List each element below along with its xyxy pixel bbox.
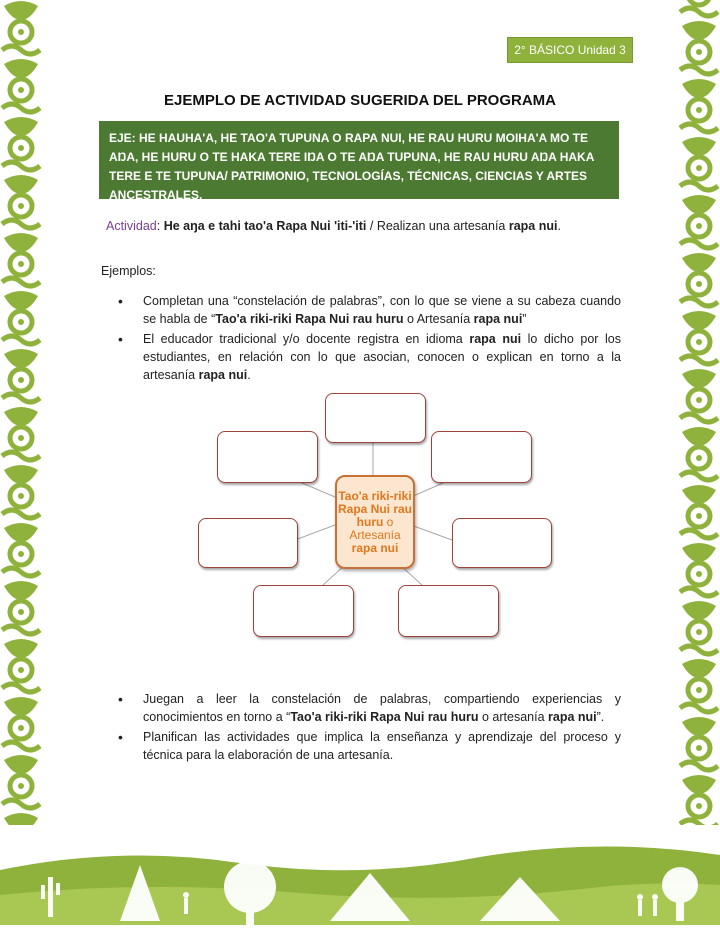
activity-colon: : xyxy=(156,219,164,233)
center-bold2: rapa nui xyxy=(351,540,399,555)
word-box-lower-left[interactable] xyxy=(253,585,354,637)
word-box-middle-right[interactable] xyxy=(452,518,552,568)
activity-separator: / Realizan una artesanía xyxy=(366,219,509,233)
examples-list-top xyxy=(118,292,621,386)
eje-text: EJE: HE HAUHA'A, HE TAO'A TUPUNA O RAPA NUI, HE RAU HURU MOIHA'A MO TE AŊA, HE HURU O TE HAKA TERE IŊA O TE AŊA TUPUNA, HE RAU HURU AŊA HAKA TERE E TE TUPUNA/ PATRIMONIO, TECNOLOGÍAS, TÉCNICAS, CIENCIAS Y ARTES ANCESTRALES. xyxy=(109,131,594,202)
activity-title: He aŋa e tahi tao'a Rapa Nui 'iti-'iti xyxy=(163,219,367,233)
list-item: • El educador tradicional y/o docente registra en idioma rapa nui lo dicho por los estudiantes, en relación con lo que asocian, conocen o explican en torno a la artesanía rapa nui. xyxy=(118,330,621,384)
page-title: EJEMPLO DE ACTIVIDAD SUGERIDA DEL PROGRAMA xyxy=(164,92,556,109)
footer-landscape-illustration xyxy=(0,825,720,932)
word-box-upper-right[interactable] xyxy=(431,431,532,483)
activity-end: . xyxy=(557,219,561,233)
activity-rapanui: rapa nui xyxy=(508,219,558,233)
center-concept: Tao'a riki-riki Rapa Nui rau huru o Artesanía rapa nui xyxy=(335,475,415,569)
list-item: • Juegan a leer la constelación de palabras, compartiendo experiencias y conocimientos en torno a “Tao'a riki-riki Rapa Nui rau huru o artesanía rapa nui”. xyxy=(118,690,621,726)
list-item: • Planifican las actividades que implica la enseñanza y aprendizaje del proceso y técnica para la elaboración de una artesanía. xyxy=(118,728,621,764)
activity-line xyxy=(106,219,561,233)
left-decorative-border xyxy=(0,0,42,860)
word-box-middle-left[interactable] xyxy=(198,518,298,568)
eje-box xyxy=(99,121,619,202)
center-plain: Artesanía xyxy=(349,527,401,542)
activity-label: Actividad xyxy=(106,219,157,233)
list-item: • Completan una “constelación de palabras”, con lo que se viene a su cabeza cuando se habla de “Tao'a riki-riki Rapa Nui rau huru o Artesanía rapa nui” xyxy=(118,292,621,328)
examples-list-bottom xyxy=(118,690,621,766)
level-badge: 2° BÁSICO Unidad 3 xyxy=(507,37,633,63)
word-box-lower-right[interactable] xyxy=(398,585,499,637)
examples-heading: Ejemplos: xyxy=(101,264,156,278)
word-box-top[interactable] xyxy=(325,393,426,443)
word-constellation-diagram xyxy=(195,385,570,645)
center-bold: Tao'a riki-riki Rapa Nui rau huru xyxy=(337,488,412,529)
connector-line xyxy=(411,525,452,540)
right-decorative-border xyxy=(678,0,720,860)
word-box-upper-left[interactable] xyxy=(217,431,318,483)
connector-line xyxy=(295,525,335,540)
